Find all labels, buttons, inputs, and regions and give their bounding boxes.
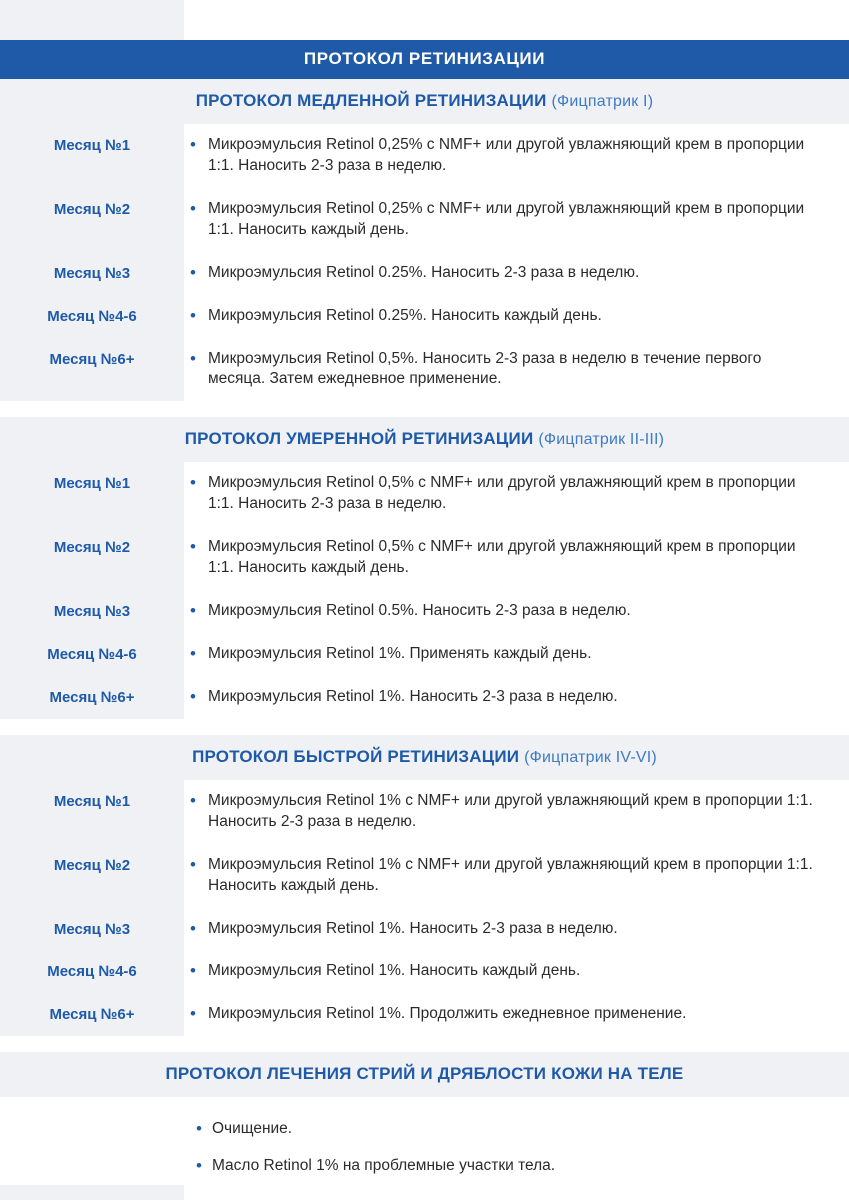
list-item-text: Масло Retinol 1% на проблемные участки тела. bbox=[211, 1156, 556, 1174]
bullet-icon: • bbox=[190, 305, 196, 325]
table-row bbox=[0, 124, 849, 188]
section-header-slow bbox=[0, 79, 849, 124]
row-description bbox=[184, 188, 849, 252]
row-description bbox=[184, 780, 849, 844]
section-header-slow-subtitle: (Фицпатрик I) bbox=[551, 93, 654, 110]
table-row bbox=[0, 633, 849, 676]
row-month-text: Месяц №6+ bbox=[49, 350, 135, 368]
bullet-icon: • bbox=[190, 262, 196, 282]
table-row bbox=[0, 844, 849, 908]
bullet-icon: • bbox=[190, 198, 196, 218]
bullet-icon: • bbox=[190, 348, 196, 368]
row-month-text: Месяц №4-6 bbox=[47, 307, 137, 325]
row-description-text: Микроэмульсия Retinol 1%. Применять каждый день. bbox=[208, 644, 592, 662]
table-row bbox=[0, 462, 849, 526]
row-description bbox=[184, 590, 849, 633]
section-rows-slow bbox=[0, 124, 849, 401]
row-description-text: Микроэмульсия Retinol 0,5% с NMF+ или другой увлажняющий крем в пропорции 1:1. Наносить 2-3 раза в неделю. bbox=[208, 474, 796, 513]
row-description-text: Микроэмульсия Retinol 1%. Продолжить ежедневное применение. bbox=[208, 1005, 687, 1023]
row-month-label bbox=[0, 462, 184, 526]
section-header-moderate bbox=[0, 417, 849, 462]
row-description bbox=[184, 908, 849, 951]
row-month-label bbox=[0, 590, 184, 633]
row-month-label bbox=[0, 950, 184, 993]
row-description bbox=[184, 526, 849, 590]
bullet-icon: • bbox=[190, 1004, 196, 1024]
row-month-text: Месяц №2 bbox=[53, 539, 131, 557]
row-description bbox=[184, 295, 849, 338]
row-description bbox=[184, 676, 849, 719]
section-rows-fast bbox=[0, 780, 849, 1036]
section-header-body bbox=[0, 1052, 849, 1097]
row-month-label bbox=[0, 780, 184, 844]
section-gap bbox=[0, 401, 849, 417]
row-month-label bbox=[0, 188, 184, 252]
section-header-body-title: ПРОТОКОЛ ЛЕЧЕНИЯ СТРИЙ И ДРЯБЛОСТИ КОЖИ НА ТЕЛЕ bbox=[165, 1064, 684, 1084]
section-gap bbox=[0, 1036, 849, 1052]
row-description-text: Микроэмульсия Retinol 0,5% с NMF+ или другой увлажняющий крем в пропорции 1:1. Наносить каждый день. bbox=[208, 538, 796, 577]
row-description-text: Микроэмульсия Retinol 0.25%. Наносить каждый день. bbox=[208, 306, 602, 324]
table-row bbox=[0, 780, 849, 844]
row-month-text: Месяц №4-6 bbox=[47, 963, 137, 981]
row-description-text: Микроэмульсия Retinol 1% с NMF+ или другой увлажняющий крем в пропорции 1:1. Наносить 2-3 раза в неделю. bbox=[208, 791, 813, 830]
table-row bbox=[0, 590, 849, 633]
row-month-text: Месяц №3 bbox=[53, 264, 131, 282]
row-month-label bbox=[0, 526, 184, 590]
row-month-label bbox=[0, 908, 184, 951]
row-month-text: Месяц №6+ bbox=[49, 1006, 135, 1024]
bullet-icon: • bbox=[196, 1155, 202, 1175]
row-description-text: Микроэмульсия Retinol 0.5%. Наносить 2-3 раза в неделю. bbox=[208, 602, 631, 620]
row-month-text: Месяц №2 bbox=[53, 200, 131, 218]
section-rows-moderate bbox=[0, 462, 849, 718]
body-section-list bbox=[0, 1097, 849, 1184]
row-description-text: Микроэмульсия Retinol 0.25%. Наносить 2-3 раза в неделю. bbox=[208, 263, 640, 281]
bullet-icon: • bbox=[190, 537, 196, 557]
table-row bbox=[0, 526, 849, 590]
row-month-label bbox=[0, 993, 184, 1036]
bullet-icon: • bbox=[190, 854, 196, 874]
table-row bbox=[0, 908, 849, 951]
section-header-fast-title: ПРОТОКОЛ БЫСТРОЙ РЕТИНИЗАЦИИ bbox=[192, 746, 520, 766]
row-description bbox=[184, 633, 849, 676]
row-month-text: Месяц №1 bbox=[53, 137, 131, 154]
bullet-icon: • bbox=[196, 1119, 202, 1139]
row-description-text: Микроэмульсия Retinol 0,25% с NMF+ или другой увлажняющий крем в пропорции 1:1. Наносить 2-3 раза в неделю. bbox=[208, 136, 805, 174]
table-row bbox=[0, 338, 849, 402]
row-description-text: Микроэмульсия Retinol 1%. Наносить 2-3 раза в неделю. bbox=[208, 919, 618, 937]
bullet-icon: • bbox=[190, 643, 196, 663]
section-header-moderate-title: ПРОТОКОЛ УМЕРЕННОЙ РЕТИНИЗАЦИИ bbox=[184, 429, 534, 449]
row-month-label bbox=[0, 124, 184, 188]
section-header-fast bbox=[0, 735, 849, 780]
row-month-label bbox=[0, 252, 184, 295]
row-month-label bbox=[0, 633, 184, 676]
row-month-text: Месяц №3 bbox=[53, 920, 131, 938]
section-header-fast-subtitle: (Фицпатрик IV-VI) bbox=[524, 748, 657, 766]
bullet-icon: • bbox=[190, 961, 196, 981]
row-description-text: Микроэмульсия Retinol 1% с NMF+ или другой увлажняющий крем в пропорции 1:1. Наносить каждый день. bbox=[208, 855, 813, 894]
section-header-slow-title: ПРОТОКОЛ МЕДЛЕННОЙ РЕТИНИЗАЦИИ bbox=[195, 91, 547, 110]
bullet-icon: • bbox=[190, 918, 196, 938]
row-month-text: Месяц №6+ bbox=[49, 688, 135, 706]
row-description bbox=[184, 993, 849, 1036]
row-month-text: Месяц №3 bbox=[53, 603, 131, 621]
list-item-text: Очищение. bbox=[211, 1120, 293, 1138]
bullet-icon: • bbox=[190, 601, 196, 621]
bullet-icon: • bbox=[190, 135, 196, 154]
table-row bbox=[0, 252, 849, 295]
bullet-icon: • bbox=[190, 686, 196, 706]
row-month-label bbox=[0, 338, 184, 402]
section-gap bbox=[0, 719, 849, 735]
row-month-label bbox=[0, 676, 184, 719]
row-description bbox=[184, 124, 849, 188]
section-header-moderate-subtitle: (Фицпатрик II-III) bbox=[538, 431, 665, 449]
table-row bbox=[0, 188, 849, 252]
row-month-text: Месяц №4-6 bbox=[47, 645, 137, 663]
row-description-text: Микроэмульсия Retinol 1%. Наносить 2-3 раза в неделю. bbox=[208, 687, 618, 705]
row-description-text: Микроэмульсия Retinol 0,25% с NMF+ или другой увлажняющий крем в пропорции 1:1. Наносить каждый день. bbox=[208, 199, 805, 238]
row-month-text: Месяц №2 bbox=[53, 856, 131, 874]
table-row bbox=[0, 950, 849, 993]
row-month-text: Месяц №1 bbox=[53, 792, 131, 810]
row-month-label bbox=[0, 295, 184, 338]
row-description bbox=[184, 338, 849, 402]
list-item bbox=[0, 1111, 849, 1148]
row-description-text: Микроэмульсия Retinol 0,5%. Наносить 2-3 раза в неделю в течение первого месяца. Затем ежедневное применение. bbox=[208, 349, 762, 388]
row-description bbox=[184, 252, 849, 295]
table-row bbox=[0, 993, 849, 1036]
list-item bbox=[0, 1148, 849, 1185]
row-description bbox=[184, 950, 849, 993]
page-title: ПРОТОКОЛ РЕТИНИЗАЦИИ bbox=[0, 40, 849, 79]
row-description-text: Микроэмульсия Retinol 1%. Наносить каждый день. bbox=[208, 962, 581, 980]
row-month-text: Месяц №1 bbox=[53, 475, 131, 493]
row-month-label bbox=[0, 844, 184, 908]
table-row bbox=[0, 676, 849, 719]
bullet-icon: • bbox=[190, 473, 196, 493]
table-row bbox=[0, 295, 849, 338]
bullet-icon: • bbox=[190, 790, 196, 810]
row-description bbox=[184, 462, 849, 526]
row-description bbox=[184, 844, 849, 908]
